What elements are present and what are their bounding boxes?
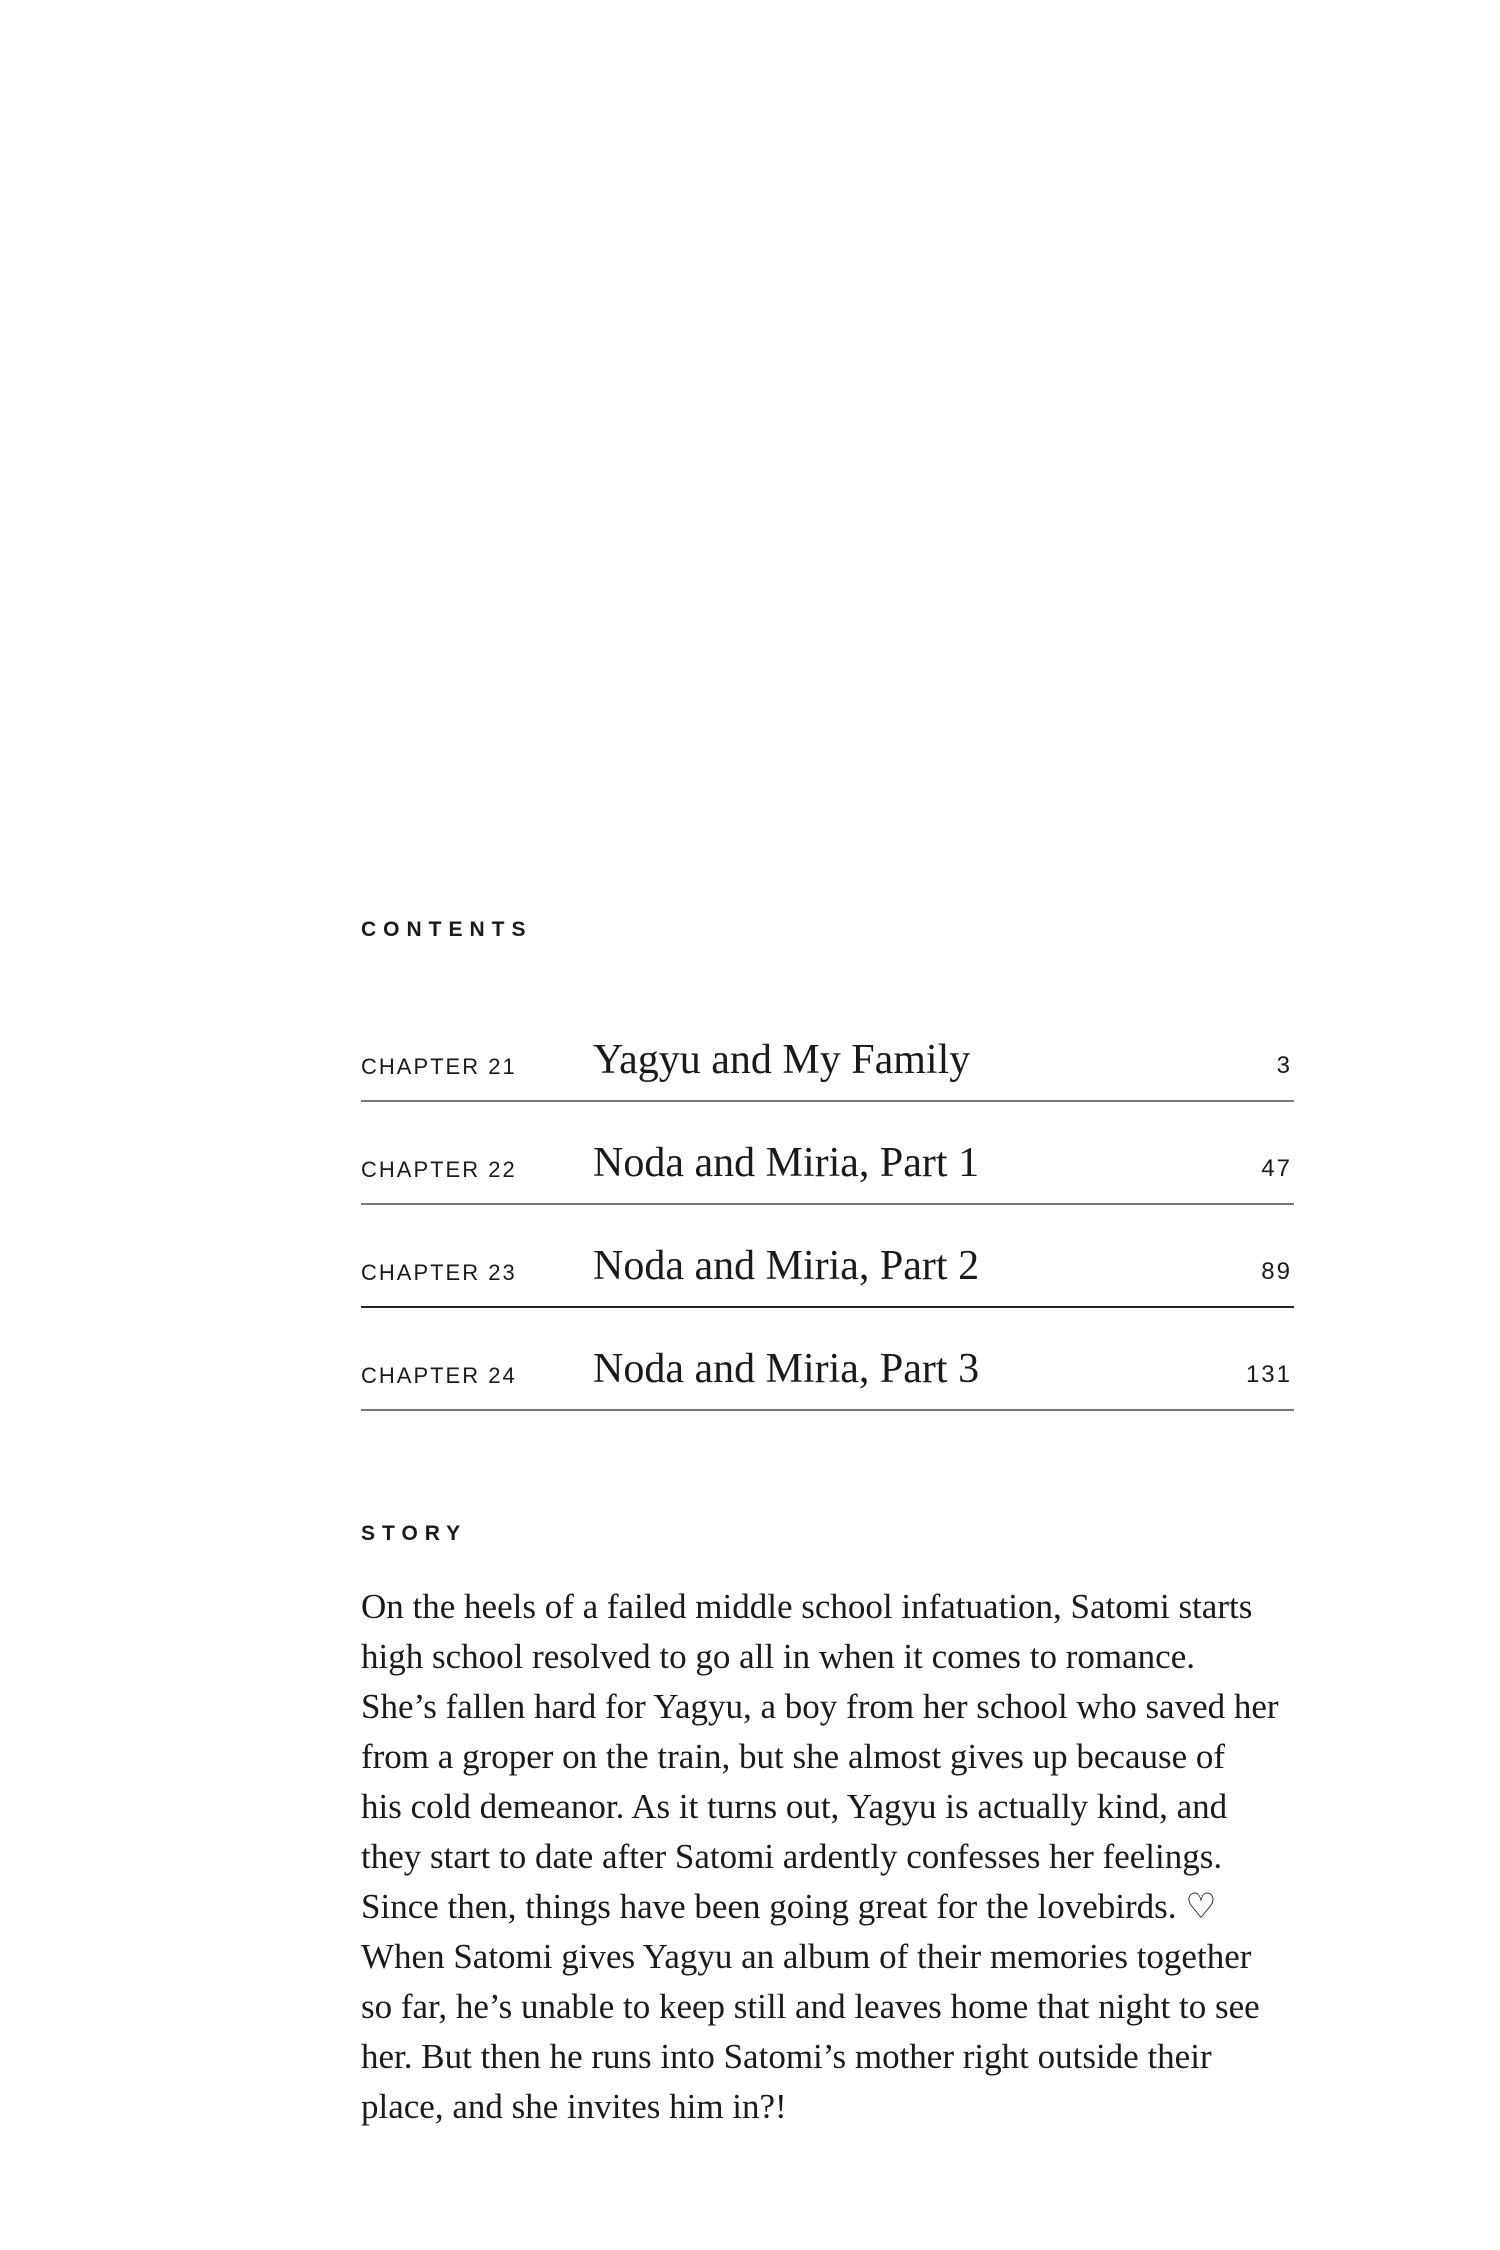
chapter-page: 131 [1245, 1361, 1292, 1388]
chapter-label: CHAPTER 22 [361, 1157, 517, 1182]
story-line: On the heels of a failed middle school infatuation, Satomi starts [361, 1587, 1253, 1626]
toc-row[interactable] [361, 1103, 1294, 1205]
chapter-title: Noda and Miria, Part 1 [593, 1140, 980, 1186]
chapter-title: Noda and Miria, Part 3 [593, 1346, 980, 1392]
chapter-label: CHAPTER 24 [361, 1363, 517, 1388]
chapter-page: 89 [1261, 1258, 1292, 1285]
story-line: Since then, things have been going great for the lovebirds. ♡ [361, 1887, 1217, 1926]
story-line: they start to date after Satomi ardently confesses her feelings. [361, 1837, 1223, 1876]
chapter-label: CHAPTER 23 [361, 1260, 517, 1285]
toc-row[interactable] [361, 1309, 1294, 1411]
story-heading: STORY [361, 1522, 468, 1545]
table-of-contents [361, 1000, 1294, 1412]
story-line: high school resolved to go all in when it comes to romance. [361, 1637, 1195, 1676]
story-line: She’s fallen hard for Yagyu, a boy from her school who saved her [361, 1687, 1279, 1726]
chapter-title: Noda and Miria, Part 2 [593, 1243, 980, 1289]
chapter-page: 47 [1261, 1155, 1292, 1182]
story-line: her. But then he runs into Satomi’s mother right outside their [361, 2037, 1212, 2076]
story-paragraph [361, 1582, 1279, 2132]
story-line: his cold demeanor. As it turns out, Yagyu is actually kind, and [361, 1787, 1228, 1826]
story-line: place, and she invites him in?! [361, 2087, 787, 2126]
toc-row[interactable] [361, 1206, 1294, 1308]
story-line: When Satomi gives Yagyu an album of their memories together [361, 1937, 1252, 1976]
chapter-title: Yagyu and My Family [593, 1037, 971, 1083]
chapter-page: 3 [1276, 1052, 1292, 1079]
contents-heading: CONTENTS [361, 918, 533, 941]
story-line: from a groper on the train, but she almost gives up because of [361, 1737, 1226, 1776]
toc-row[interactable] [361, 1000, 1294, 1102]
story-line: so far, he’s unable to keep still and leaves home that night to see [361, 1987, 1260, 2026]
chapter-label: CHAPTER 21 [361, 1054, 517, 1079]
